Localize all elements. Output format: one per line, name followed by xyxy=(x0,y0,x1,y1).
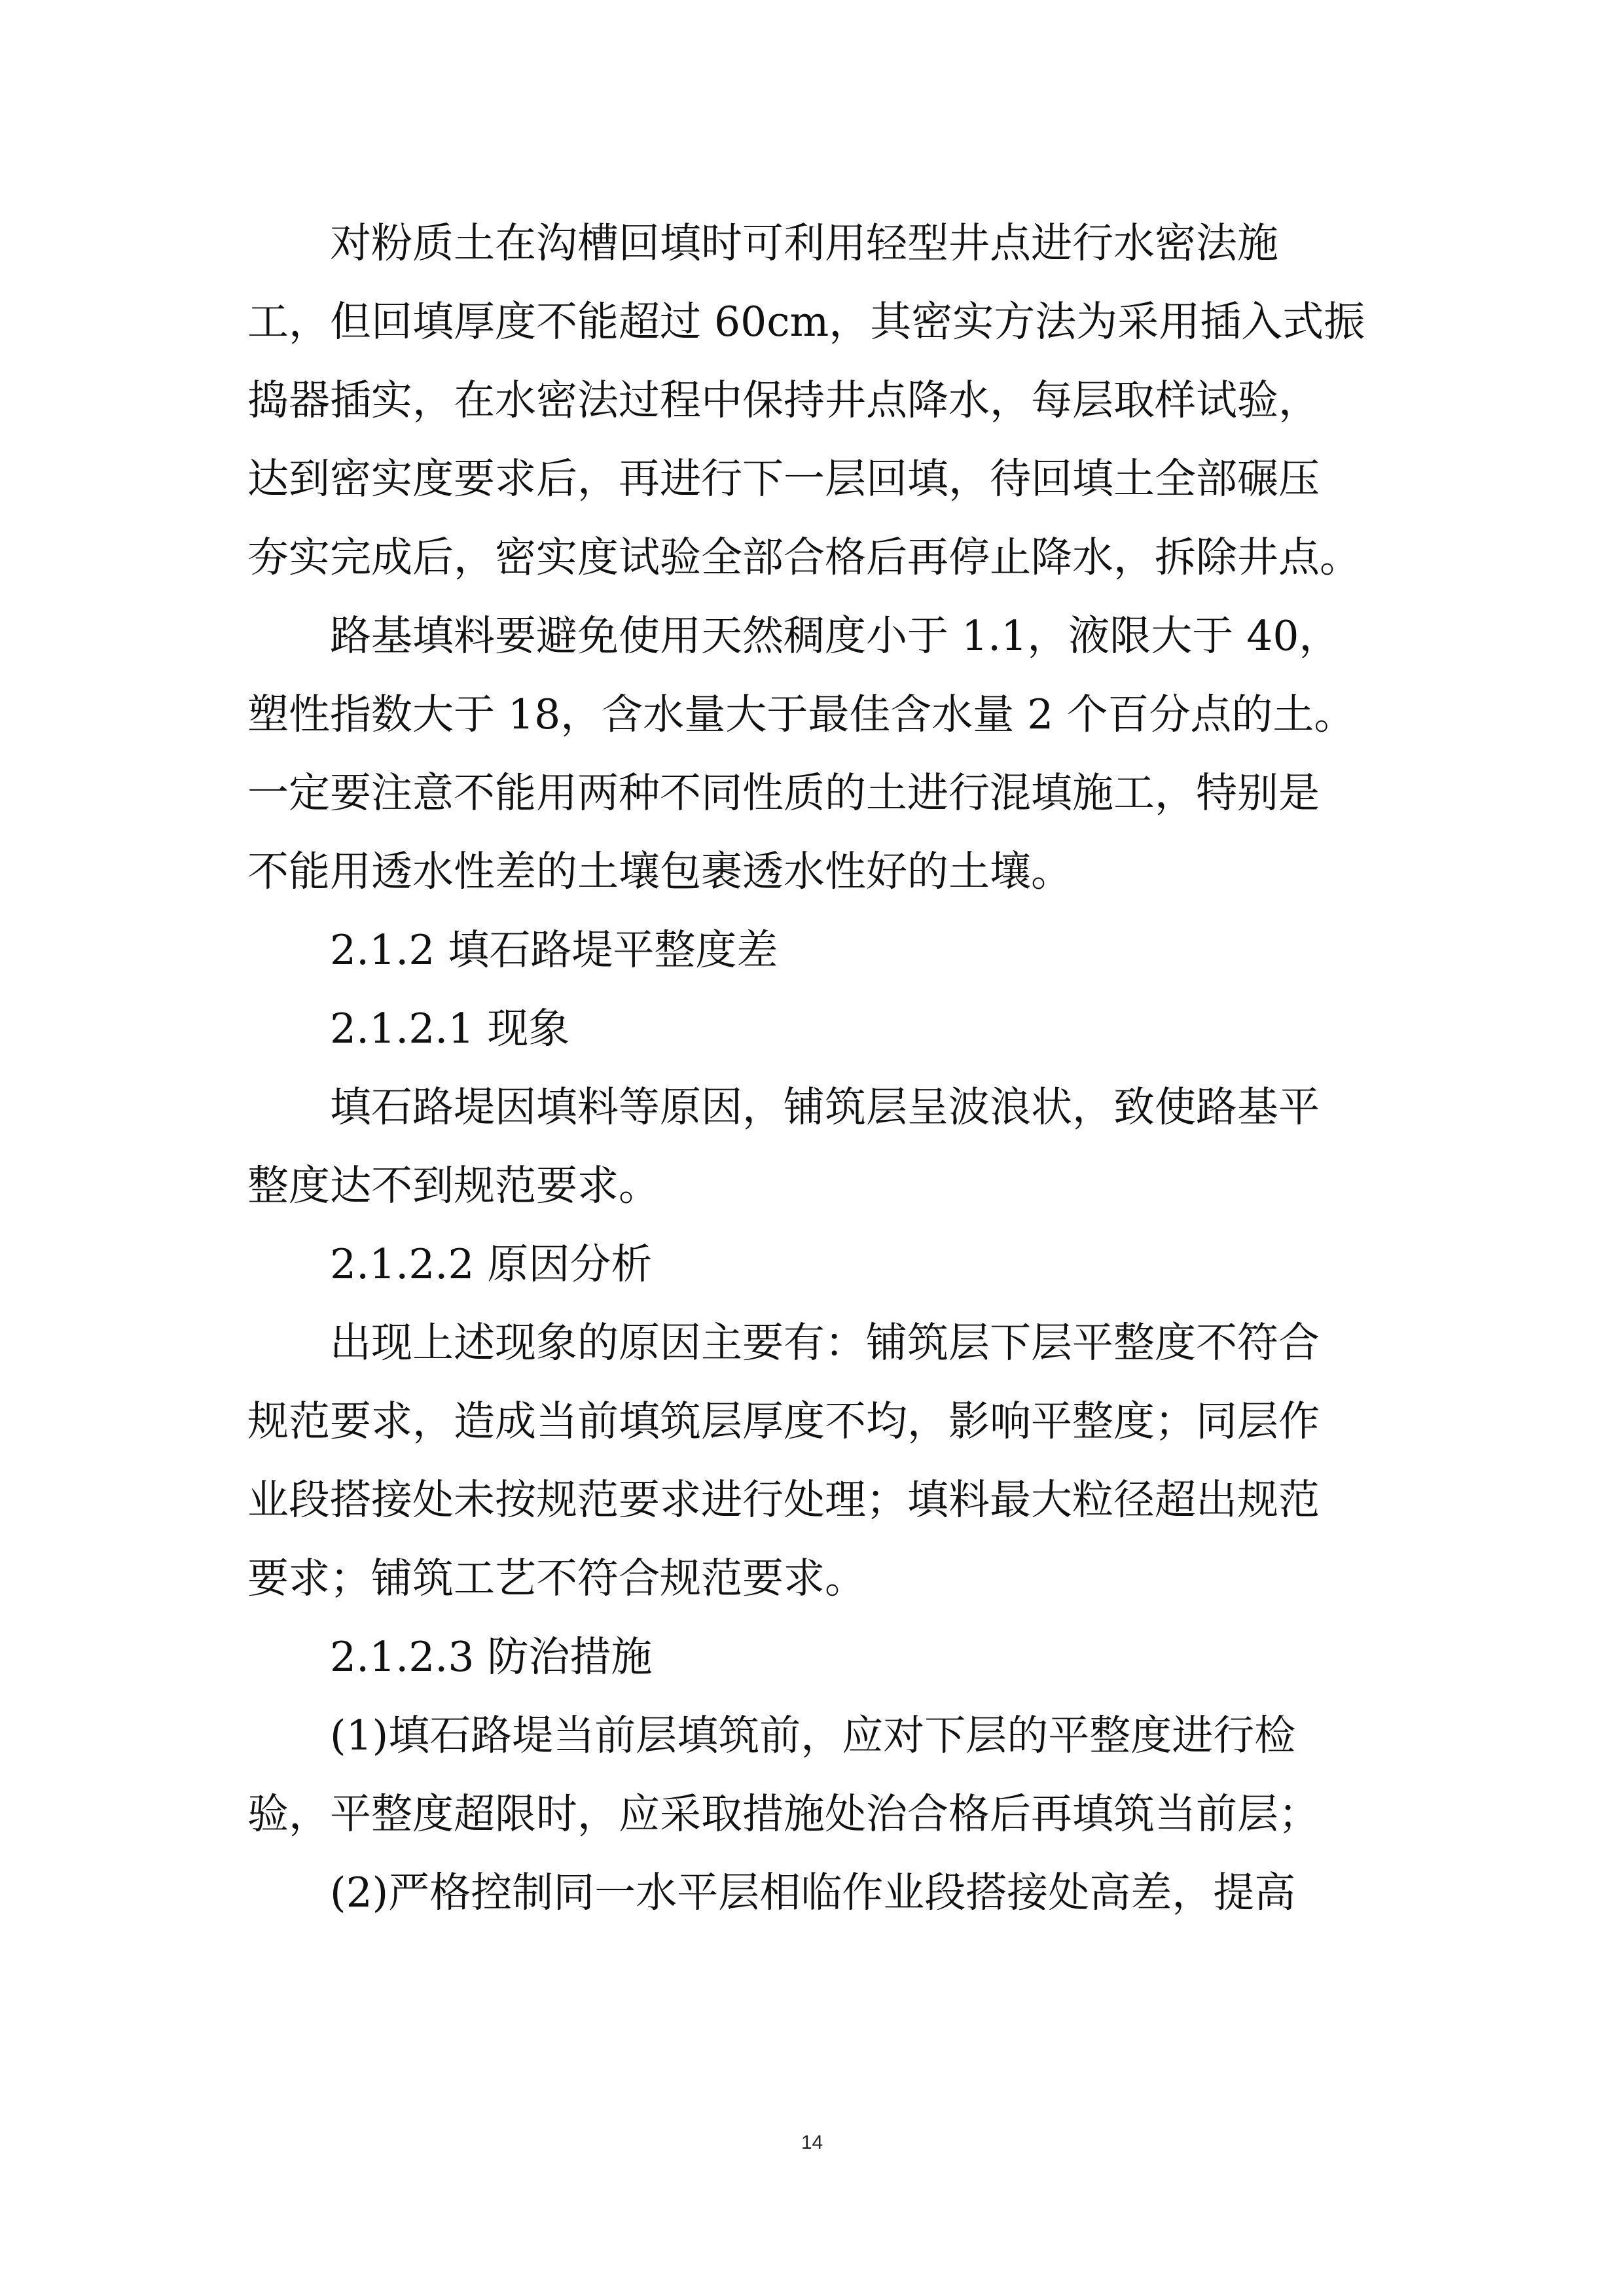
page-number: 14 xyxy=(801,2132,823,2153)
text-line: 要求；铺筑工艺不符合规范要求。 xyxy=(247,1554,866,1602)
text-line: 填石路堤因填料等原因，铺筑层呈波浪状，致使路基平 xyxy=(330,1083,1320,1131)
text-line: 整度达不到规范要求。 xyxy=(247,1162,660,1210)
text-line: 路基填料要避免使用天然稠度小于 1.1，液限大于 40， xyxy=(330,612,1341,660)
subsection-heading: 2.1.2.3 防治措施 xyxy=(330,1633,653,1681)
text-line: 不能用透水性差的土壤包裹透水性好的土壤。 xyxy=(247,848,1072,895)
subsection-heading: 2.1.2.2 原因分析 xyxy=(330,1240,653,1288)
text-line: 对粉质土在沟槽回填时可利用轻型井点进行水密法施 xyxy=(330,219,1278,267)
text-line: 捣器插实，在水密法过程中保持井点降水，每层取样试验， xyxy=(247,376,1320,424)
text-line: 达到密实度要求后，再进行下一层回填，待回填土全部碾压 xyxy=(247,455,1320,503)
subsection-heading: 2.1.2.1 现象 xyxy=(330,1005,570,1052)
text-line: 工，但回填厚度不能超过 60cm，其密实方法为采用插入式振 xyxy=(247,298,1365,346)
text-line: 一定要注意不能用两种不同性质的土进行混填施工，特别是 xyxy=(247,769,1320,817)
text-line: 塑性指数大于 18，含水量大于最佳含水量 2 个百分点的土。 xyxy=(247,691,1356,738)
text-line: 验，平整度超限时，应采取措施处治合格后再填筑当前层； xyxy=(247,1790,1320,1838)
text-line: 出现上述现象的原因主要有：铺筑层下层平整度不符合 xyxy=(330,1319,1320,1367)
list-item: (2)严格控制同一水平层相临作业段搭接处高差，提高 xyxy=(330,1869,1296,1916)
text-line: 夯实完成后，密实度试验全部合格后再停止降水，拆除井点。 xyxy=(247,533,1361,581)
section-heading: 2.1.2 填石路堤平整度差 xyxy=(330,926,778,974)
text-line: 规范要求，造成当前填筑层厚度不均，影响平整度；同层作 xyxy=(247,1397,1320,1445)
text-line: 业段搭接处未按规范要求进行处理；填料最大粒径超出规范 xyxy=(247,1476,1320,1524)
list-item: (1)填石路堤当前层填筑前，应对下层的平整度进行检 xyxy=(330,1712,1296,1759)
